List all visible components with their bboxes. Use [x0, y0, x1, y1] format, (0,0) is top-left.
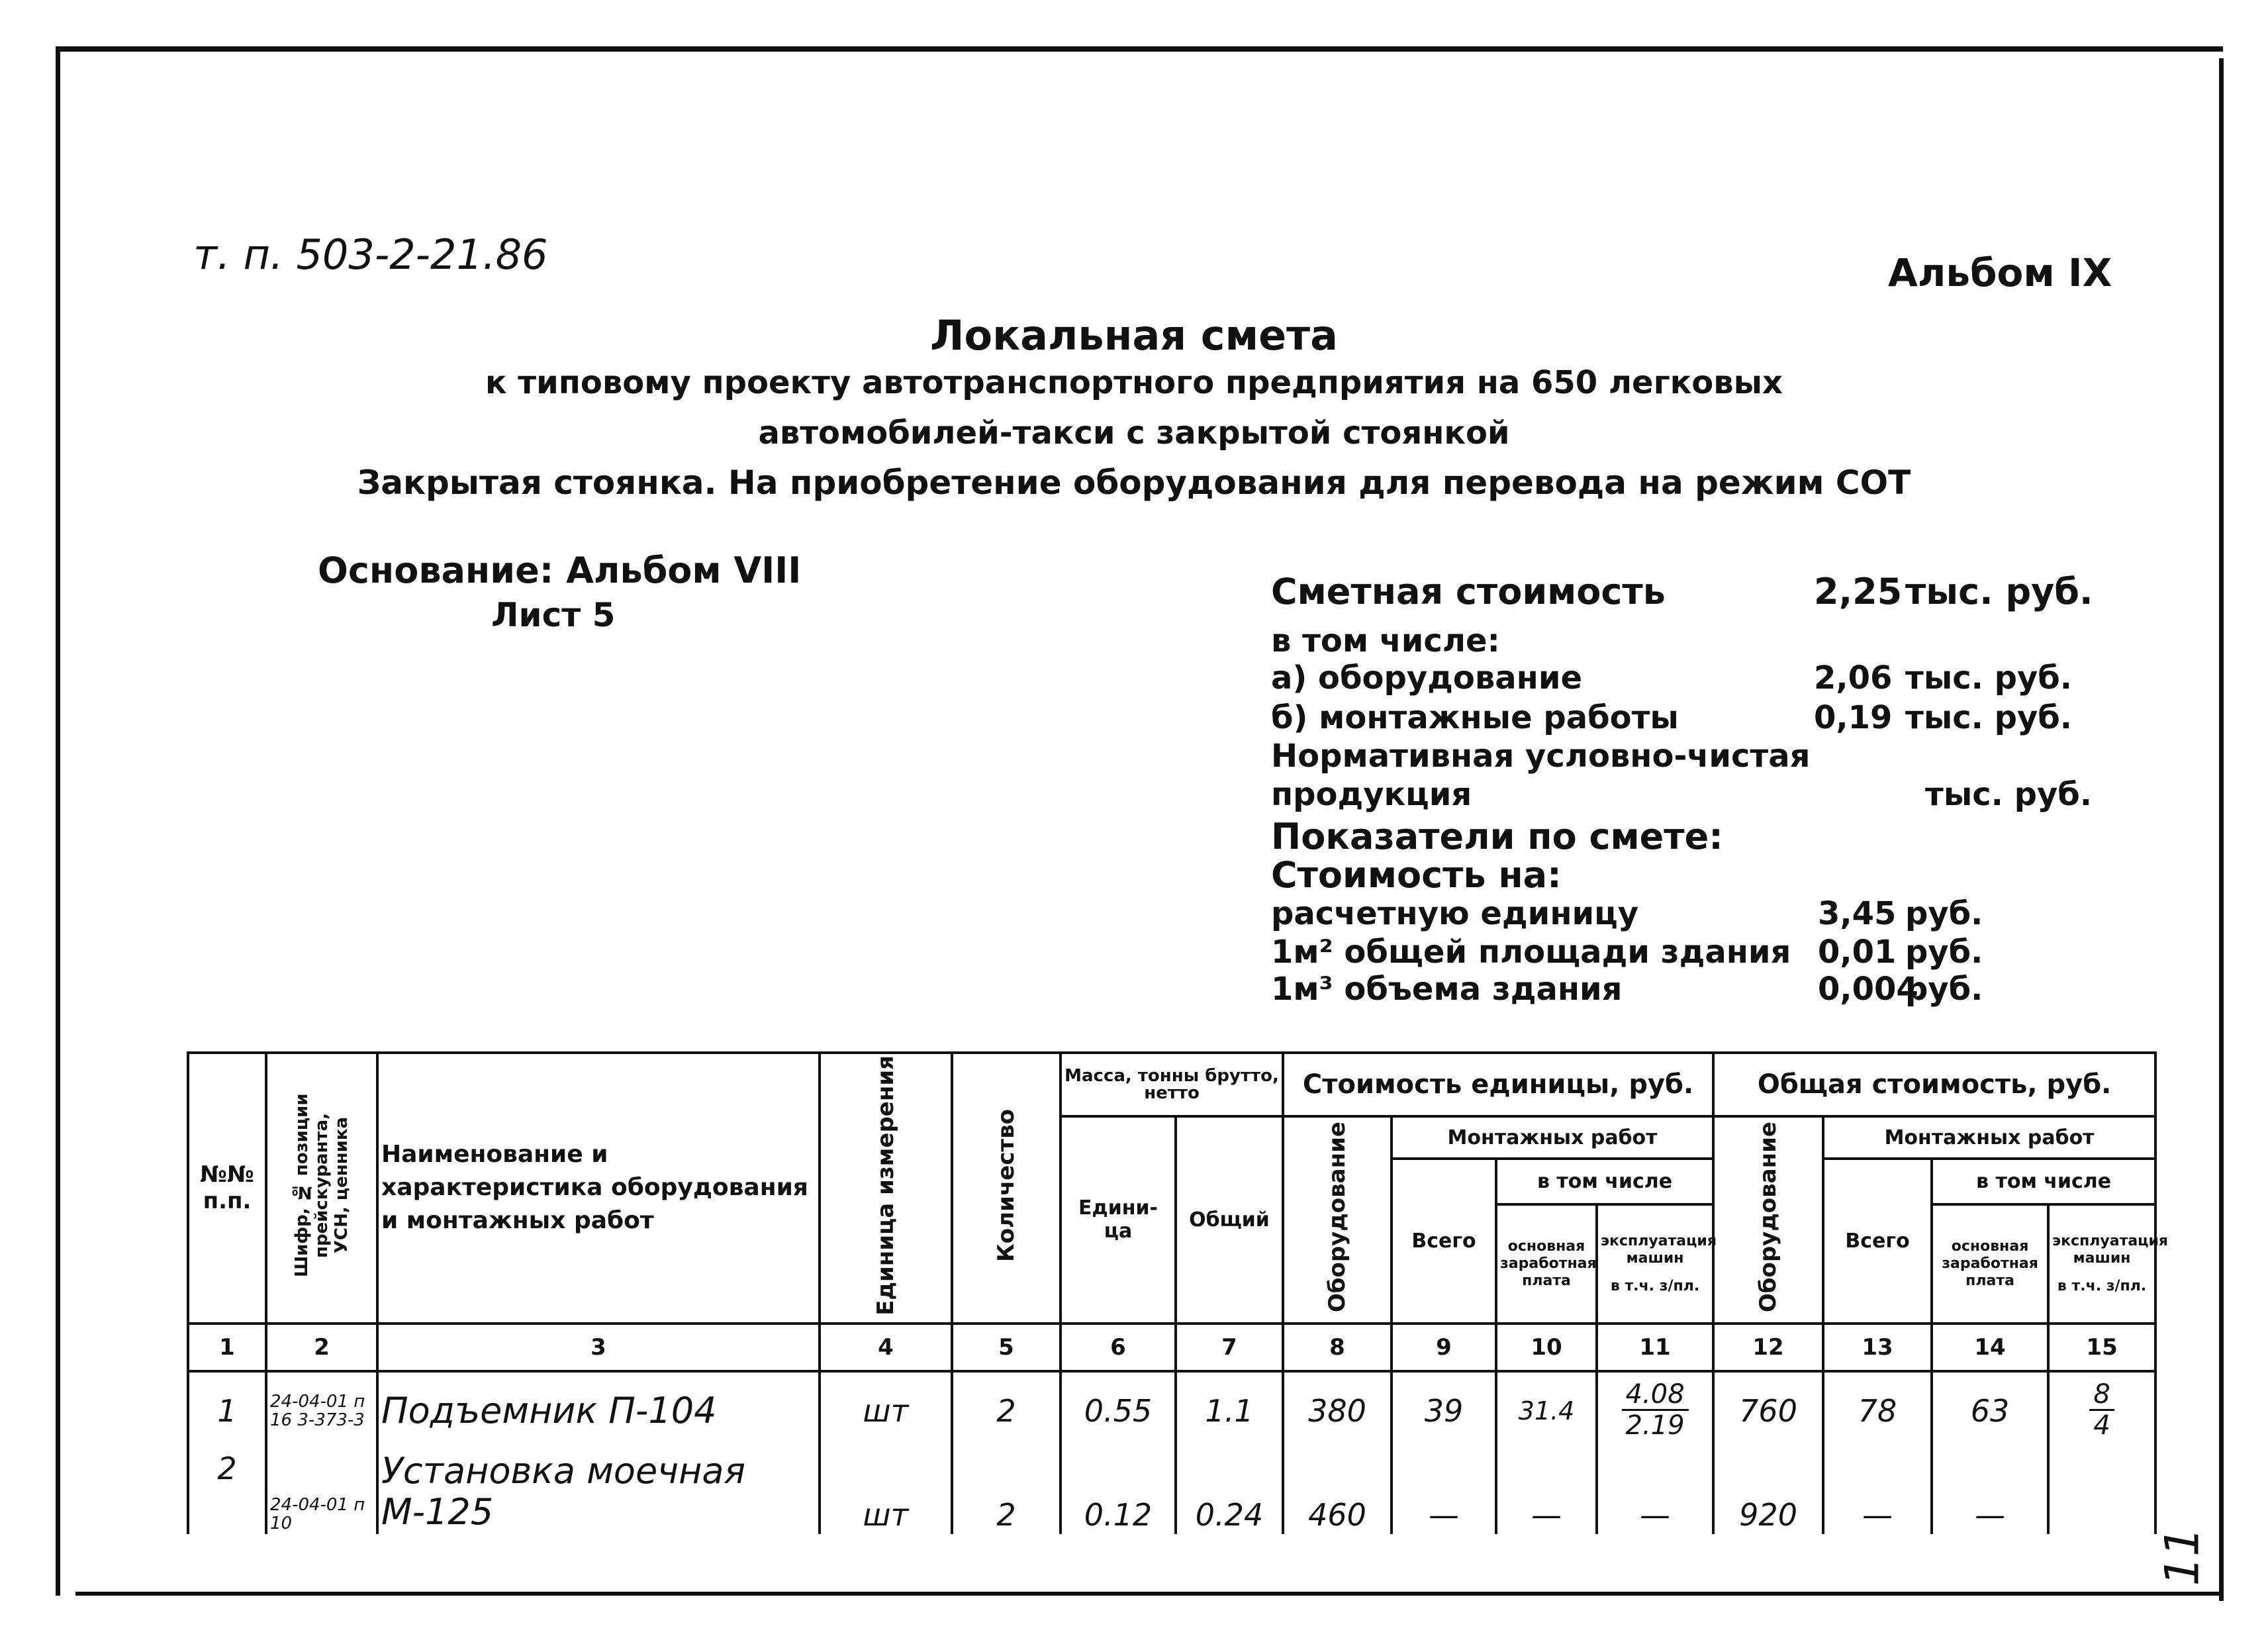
row-machines-unit: — — [1597, 1449, 1713, 1534]
row-name: Установка моечная М-125 — [377, 1449, 820, 1534]
column-number: 12 — [1713, 1324, 1823, 1371]
column-number: 8 — [1283, 1324, 1392, 1371]
header-wages-total: основная заработная плата — [1932, 1204, 2048, 1324]
header-equipment — [1283, 1116, 1392, 1324]
row-wages-unit: — — [1496, 1449, 1597, 1534]
row-machines-fraction — [1622, 1380, 1689, 1440]
row-name: Подъемник П-104 — [377, 1371, 820, 1449]
column-number: 15 — [2048, 1324, 2155, 1371]
cost-value: 0,19 — [1814, 699, 1893, 736]
header-mass-unit: Едини-ца — [1061, 1116, 1176, 1324]
cost-row — [1271, 738, 2085, 777]
row-machines-total-top: 8 — [2089, 1380, 2114, 1411]
header-mass-total: Общий — [1176, 1116, 1283, 1324]
header-machines-sub: в т.ч. з/пл. — [1610, 1277, 1700, 1294]
cost-row — [1271, 622, 2085, 662]
row-equipment-unit: 460 — [1283, 1449, 1392, 1534]
header-machines-total-label: эксплуатация машин — [2052, 1232, 2169, 1267]
cost-label: а) оборудование — [1271, 659, 1583, 697]
row-machines-unit — [1597, 1371, 1713, 1449]
row-unit: шт — [820, 1449, 952, 1534]
header-equipment-total-text: Оборудование — [1755, 1122, 1782, 1313]
cost-unit: тыс. руб. — [1905, 659, 2073, 697]
row-number: 2 — [188, 1449, 266, 1534]
row-mass-unit: 0.12 — [1061, 1449, 1176, 1534]
header-code — [266, 1053, 377, 1324]
basis-line-2: Лист 5 — [491, 596, 616, 634]
header-row-number: №№ п.п. — [188, 1053, 266, 1324]
cost-label: Показатели по смете: — [1271, 816, 1723, 857]
column-number: 3 — [377, 1324, 820, 1371]
frame-top-border — [56, 46, 2223, 52]
frame-left-border — [56, 46, 60, 1596]
cost-value: 2,25 — [1814, 571, 1903, 612]
cost-unit: руб. — [1905, 971, 1983, 1008]
row-machines-bottom: 2.19 — [1625, 1410, 1685, 1441]
cost-row — [1271, 776, 2093, 816]
cost-label: б) монтажные работы — [1271, 699, 1679, 736]
row-install-total: 78 — [1823, 1371, 1932, 1449]
row-wages-total: 63 — [1932, 1371, 2048, 1449]
cost-value: 3,45 — [1818, 895, 1897, 932]
page-number: 11 — [2155, 1527, 2210, 1586]
document-title: Локальная смета — [930, 311, 1338, 360]
row-quantity: 2 — [952, 1371, 1061, 1449]
cost-label: 1м² общей площади здания — [1271, 934, 1791, 971]
cost-label: Сметная стоимость — [1271, 571, 1666, 612]
row-wages-total: — — [1932, 1449, 2048, 1534]
column-number: 11 — [1597, 1324, 1713, 1371]
header-unit-text: Единица измерения — [873, 1055, 899, 1316]
column-number: 7 — [1176, 1324, 1283, 1371]
title-line-4: Закрытая стоянка. На приобретение оборудования для перевода на режим СОТ — [357, 463, 1911, 502]
row-machines-top: 4.08 — [1622, 1380, 1689, 1411]
cost-label: Нормативная условно-чистая — [1271, 738, 1811, 775]
cost-label: расчетную единицу — [1271, 895, 1638, 932]
cost-unit: руб. — [1905, 895, 1983, 932]
row-unit: шт — [820, 1371, 952, 1449]
cost-row — [1271, 895, 2085, 935]
row-machines-total — [2048, 1371, 2155, 1449]
header-including: в том числе — [1496, 1159, 1713, 1204]
column-number: 2 — [266, 1324, 377, 1371]
row-mass-total: 0.24 — [1176, 1449, 1283, 1534]
header-equipment-total — [1713, 1116, 1823, 1324]
column-number: 1 — [188, 1324, 266, 1371]
header-name: Наименование и характеристика оборудования и монтажных работ — [377, 1053, 820, 1324]
row-mass-total: 1.1 — [1176, 1371, 1283, 1449]
title-line-2: к типовому проекту автотранспортного предприятия на 650 легковых — [485, 364, 1783, 401]
header-install: Монтажных работ — [1392, 1116, 1713, 1159]
column-number-row — [188, 1324, 2155, 1371]
cost-row — [1271, 934, 2085, 973]
table-row — [188, 1449, 2155, 1534]
cost-row — [1271, 854, 2085, 894]
header-including-total: в том числе — [1932, 1159, 2155, 1204]
column-number: 14 — [1932, 1324, 2048, 1371]
header-machines-label: эксплуатация машин — [1601, 1232, 1717, 1267]
row-machines-total-bottom: 4 — [2093, 1410, 2110, 1441]
header-machines — [1597, 1204, 1717, 1324]
cost-value: 0,01 — [1818, 934, 1897, 971]
header-quantity — [952, 1053, 1061, 1324]
column-number: 4 — [820, 1324, 952, 1371]
row-equipment-unit: 380 — [1283, 1371, 1392, 1449]
table-row — [188, 1371, 2155, 1449]
cost-label: в том числе: — [1271, 622, 1500, 659]
row-equipment-total: 760 — [1713, 1371, 1823, 1449]
header-install-total: Монтажных работ — [1823, 1116, 2155, 1159]
cost-row — [1271, 699, 2085, 739]
estimate-table — [187, 1051, 2169, 1534]
cost-unit: руб. — [1905, 934, 1983, 971]
header-equipment-text: Оборудование — [1324, 1122, 1351, 1313]
frame-right-border — [2219, 58, 2224, 1601]
header-total-cost: Общая стоимость, руб. — [1713, 1053, 2155, 1116]
row-code: 24-04-01 п 16 3-373-3 — [266, 1371, 377, 1449]
cost-row — [1271, 659, 2085, 699]
header-machines-total — [2048, 1204, 2169, 1324]
column-number: 5 — [952, 1324, 1061, 1371]
column-number: 10 — [1496, 1324, 1597, 1371]
row-wages-unit: 31.4 — [1496, 1371, 1597, 1449]
header-machines-total-sub: в т.ч. з/пл. — [2057, 1277, 2147, 1294]
cost-unit: тыс. руб. — [1905, 699, 2073, 736]
column-number: 9 — [1392, 1324, 1496, 1371]
column-number: 6 — [1061, 1324, 1176, 1371]
row-install-unit: 39 — [1392, 1371, 1496, 1449]
row-number: 1 — [188, 1371, 266, 1449]
row-machines-total — [2048, 1449, 2155, 1534]
row-install-unit: — — [1392, 1449, 1496, 1534]
row-quantity: 2 — [952, 1449, 1061, 1534]
header-install-all: Всего — [1392, 1159, 1496, 1323]
row-mass-unit: 0.55 — [1061, 1371, 1176, 1449]
cost-unit: тыс. руб. — [1925, 776, 2093, 813]
header-unit — [820, 1053, 952, 1324]
basis-line-1: Основание: Альбом VIII — [318, 550, 802, 591]
cost-row — [1271, 816, 2085, 855]
header-wages: основная заработная плата — [1496, 1204, 1597, 1324]
header-unit-cost: Стоимость единицы, руб. — [1283, 1053, 1713, 1116]
row-machines-total-fraction — [2089, 1380, 2114, 1440]
header-code-text: Шифр, № позиции прейскуранта, УСН, ценника — [292, 1093, 352, 1278]
cost-label: Стоимость на: — [1271, 854, 1562, 896]
row-equipment-total: 920 — [1713, 1449, 1823, 1534]
header-mass: Масса, тонны брутто, нетто — [1061, 1053, 1283, 1116]
cost-unit: тыс. руб. — [1905, 571, 2093, 612]
cost-value: 0,004 — [1818, 971, 1918, 1008]
row-install-total: — — [1823, 1449, 1932, 1534]
row-code: 24-04-01 п 10 — [266, 1449, 377, 1534]
column-number: 13 — [1823, 1324, 1932, 1371]
cost-row — [1271, 971, 2085, 1010]
cost-label: продукция — [1271, 776, 1472, 813]
header-quantity-text: Количество — [993, 1108, 1019, 1262]
album-label: Альбом IX — [1888, 250, 2112, 295]
title-line-3: автомобилей-такси с закрытой стоянкой — [758, 414, 1510, 452]
cost-row — [1271, 571, 2093, 612]
header-install-all-total: Всего — [1823, 1159, 1932, 1323]
document-code: т. п. 503-2-21.86 — [193, 230, 548, 279]
frame-bottom-border — [75, 1592, 2223, 1596]
cost-label: 1м³ объема здания — [1271, 971, 1623, 1008]
cost-value: 2,06 — [1814, 659, 1893, 697]
